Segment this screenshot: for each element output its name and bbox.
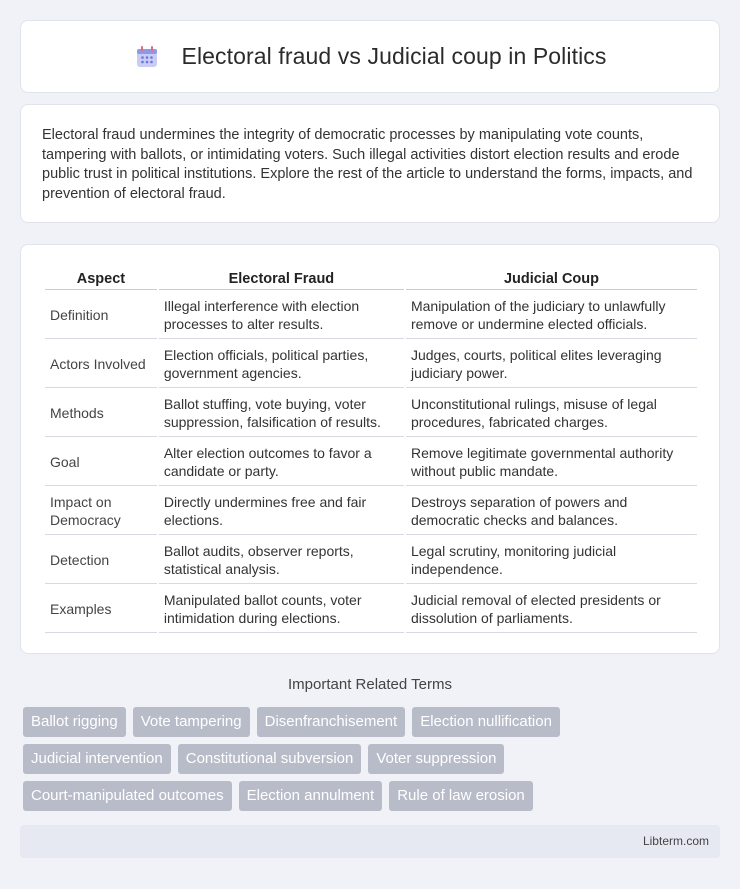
coup-cell: Legal scrutiny, monitoring judicial independence. (406, 537, 697, 584)
tag-constitutional-subversion[interactable]: Constitutional subversion (178, 744, 362, 774)
coup-cell: Remove legitimate governmental authority without public mandate. (406, 439, 697, 486)
coup-cell: Unconstitutional rulings, misuse of legal procedures, fabricated charges. (406, 390, 697, 437)
aspect-cell: Methods (45, 390, 157, 437)
aspect-cell: Actors Involved (45, 341, 157, 388)
intro-card (20, 104, 720, 223)
fraud-cell: Manipulated ballot counts, voter intimidation during elections. (159, 586, 404, 633)
aspect-cell: Detection (45, 537, 157, 584)
aspect-cell: Goal (45, 439, 157, 486)
tag-judicial-intervention[interactable]: Judicial intervention (23, 744, 171, 774)
aspect-cell: Definition (45, 292, 157, 339)
comparison-card (20, 244, 720, 654)
tag-ballot-rigging[interactable]: Ballot rigging (23, 707, 126, 737)
calendar-grid-icon (134, 44, 160, 70)
header-electoral-fraud: Electoral Fraud (159, 267, 404, 290)
tag-disenfranchisement[interactable]: Disenfranchisement (257, 707, 406, 737)
table-row (45, 439, 697, 486)
related-terms-title: Important Related Terms (288, 676, 452, 693)
table-row (45, 292, 697, 339)
table-row (45, 341, 697, 388)
page-title: Electoral fraud vs Judicial coup in Politics (181, 43, 607, 69)
tag-row (23, 744, 723, 774)
tag-court-manipulated-outcomes[interactable]: Court-manipulated outcomes (23, 781, 232, 811)
coup-cell: Manipulation of the judiciary to unlawfully remove or undermine elected officials. (406, 292, 697, 339)
table-row (45, 537, 697, 584)
fraud-cell: Illegal interference with election processes to alter results. (159, 292, 404, 339)
related-terms (23, 707, 723, 818)
table-header-row (45, 267, 697, 290)
title-card (20, 20, 720, 93)
tag-vote-tampering[interactable]: Vote tampering (133, 707, 250, 737)
tag-row (23, 781, 723, 811)
fraud-cell: Ballot stuffing, vote buying, voter suppression, falsification of results. (159, 390, 404, 437)
coup-cell: Judicial removal of elected presidents or dissolution of parliaments. (406, 586, 697, 633)
fraud-cell: Election officials, political parties, government agencies. (159, 341, 404, 388)
header-aspect: Aspect (45, 267, 157, 290)
tag-voter-suppression[interactable]: Voter suppression (368, 744, 504, 774)
tag-election-nullification[interactable]: Election nullification (412, 707, 560, 737)
table-row (45, 586, 697, 633)
tag-rule-of-law-erosion[interactable]: Rule of law erosion (389, 781, 533, 811)
table-row (45, 390, 697, 437)
fraud-cell: Ballot audits, observer reports, statistical analysis. (159, 537, 404, 584)
header-judicial-coup: Judicial Coup (406, 267, 697, 290)
aspect-cell: Impact on Democracy (45, 488, 157, 535)
intro-text: Electoral fraud undermines the integrity of democratic processes by manipulating vote counts, tampering with ballots, or intimidating voters. Such illegal activities distort election results and erode public trust in political institutions. Explore the rest of the article to understand the forms, impacts, and prevention of electoral fraud. (42, 127, 693, 202)
footer-site-link[interactable]: Libterm.com (642, 834, 709, 848)
aspect-cell: Examples (45, 586, 157, 633)
footer (20, 825, 720, 858)
fraud-cell: Directly undermines free and fair elections. (159, 488, 404, 535)
coup-cell: Destroys separation of powers and democratic checks and balances. (406, 488, 697, 535)
tag-election-annulment[interactable]: Election annulment (239, 781, 383, 811)
tag-row (23, 707, 723, 737)
table-row (45, 488, 697, 535)
comparison-table (43, 265, 699, 635)
fraud-cell: Alter election outcomes to favor a candidate or party. (159, 439, 404, 486)
coup-cell: Judges, courts, political elites leveraging judiciary power. (406, 341, 697, 388)
